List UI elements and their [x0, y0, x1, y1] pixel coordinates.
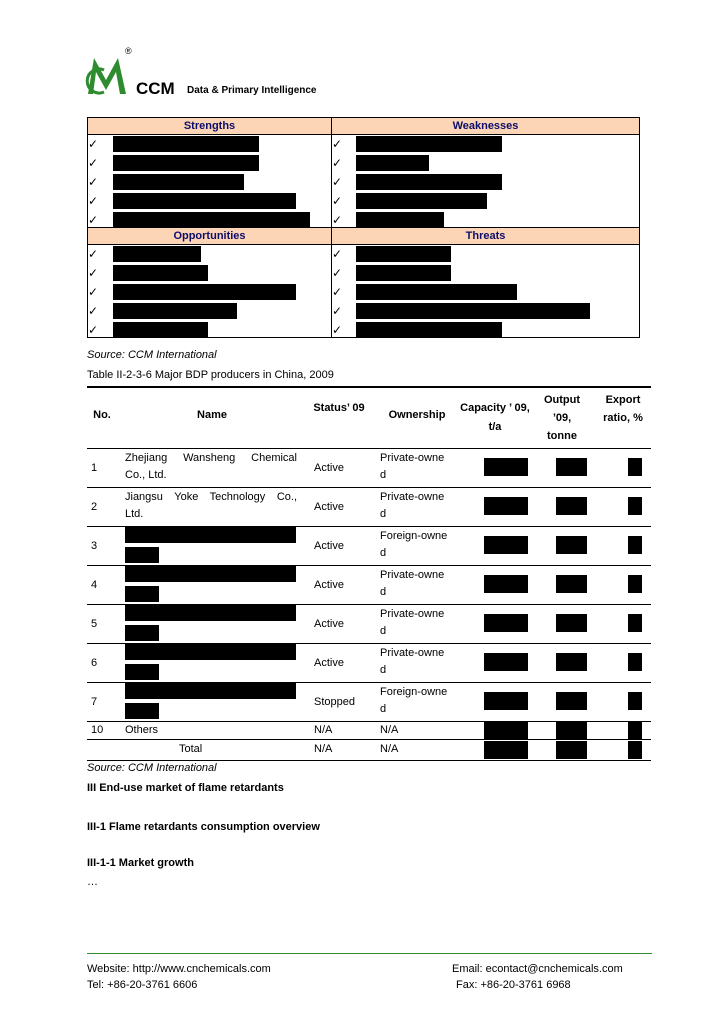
table-row-total	[87, 739, 651, 761]
redaction-bar	[556, 536, 587, 554]
redaction-bar	[484, 497, 528, 515]
row-ownership-line1: Private-owne	[380, 491, 445, 503]
col-header-status: Status’ 09	[313, 402, 365, 414]
row-no: 5	[91, 618, 98, 630]
row-name-line2: Ltd.	[125, 508, 144, 520]
row-no: 3	[91, 540, 98, 552]
weaknesses-cell	[332, 135, 640, 228]
redaction-bar	[628, 497, 642, 515]
redaction-bar	[125, 683, 296, 699]
row-ownership-line2: d	[380, 508, 387, 520]
row-no: 2	[91, 501, 98, 513]
check-icon: ✓	[332, 323, 343, 337]
redaction-bar	[113, 322, 208, 338]
row-name: Total	[179, 743, 203, 755]
table-row	[87, 448, 651, 488]
row-status: N/A	[314, 743, 333, 755]
check-icon: ✓	[88, 304, 99, 318]
row-status: Active	[314, 618, 344, 630]
col-header-no: No.	[93, 409, 111, 421]
redaction-bar	[356, 136, 502, 152]
redaction-bar	[484, 653, 528, 671]
redaction-bar	[356, 212, 444, 228]
redaction-bar	[484, 741, 528, 759]
redaction-bar	[356, 265, 451, 281]
col-header-name: Name	[197, 409, 227, 421]
row-ownership: N/A	[380, 724, 399, 736]
footer-tel: Tel: +86-20-3761 6606	[87, 979, 198, 991]
check-icon: ✓	[88, 323, 99, 337]
redaction-bar	[125, 586, 159, 602]
row-ownership-line2: d	[380, 664, 387, 676]
redaction-bar	[556, 692, 587, 710]
col-header-ownership: Ownership	[388, 409, 446, 421]
redaction-bar	[125, 703, 159, 719]
row-ownership-line2: d	[380, 469, 387, 481]
row-ownership-line1: Private-owne	[380, 608, 445, 620]
table-caption: Table II-2-3-6 Major BDP producers in China, 2009	[87, 369, 334, 381]
producers-table	[87, 386, 651, 760]
redaction-bar	[556, 653, 587, 671]
check-icon: ✓	[88, 194, 99, 208]
registered-mark: ®	[125, 46, 132, 56]
row-no: 10	[91, 724, 104, 736]
footer-email: Email: econtact@cnchemicals.com	[452, 963, 623, 975]
redaction-bar	[356, 284, 517, 300]
redaction-bar	[556, 497, 587, 515]
redaction-bar	[356, 246, 451, 262]
col-header-export: Export ratio, %	[603, 394, 643, 424]
table-row	[87, 604, 651, 644]
col-header-output: Output ’09, tonne	[543, 394, 581, 442]
redaction-bar	[484, 458, 528, 476]
table-row	[87, 643, 651, 683]
footer-website: Website: http://www.cnchemicals.com	[87, 963, 271, 975]
row-ownership-line2: d	[380, 703, 387, 715]
redaction-bar	[628, 653, 642, 671]
redaction-bar	[113, 284, 296, 300]
row-ownership: N/A	[380, 743, 399, 755]
redaction-bar	[556, 575, 587, 593]
redaction-bar	[484, 536, 528, 554]
check-icon: ✓	[88, 247, 99, 261]
weaknesses-header: Weaknesses	[332, 118, 640, 135]
redaction-bar	[113, 155, 259, 171]
check-icon: ✓	[332, 213, 343, 227]
footer-fax: Fax: +86-20-3761 6968	[456, 979, 571, 991]
section-heading: III-1-1 Market growth	[87, 857, 194, 869]
row-status: Active	[314, 501, 344, 513]
row-status: Active	[314, 657, 344, 669]
row-no: 4	[91, 579, 98, 591]
brand-tagline: Data & Primary Intelligence	[187, 85, 317, 96]
check-icon: ✓	[88, 175, 99, 189]
redaction-bar	[556, 458, 587, 476]
redaction-bar	[628, 692, 642, 710]
table-row	[87, 487, 651, 527]
redaction-bar	[356, 155, 429, 171]
check-icon: ✓	[332, 285, 343, 299]
row-name: Others	[125, 724, 159, 736]
redaction-bar	[628, 458, 642, 476]
row-status: Active	[314, 462, 344, 474]
check-icon: ✓	[332, 266, 343, 280]
row-status: Active	[314, 579, 344, 591]
section-heading: III End-use market of flame retardants	[87, 782, 284, 794]
row-ownership-line2: d	[380, 625, 387, 637]
row-ownership-line1: Foreign-owne	[380, 530, 448, 542]
redaction-bar	[356, 193, 487, 209]
row-no: 1	[91, 462, 98, 474]
check-icon: ✓	[332, 156, 343, 170]
table-row	[87, 565, 651, 605]
check-icon: ✓	[332, 194, 343, 208]
strengths-cell	[88, 135, 332, 228]
redaction-bar	[356, 322, 502, 338]
table-row	[87, 526, 651, 566]
redaction-bar	[356, 174, 502, 190]
footer-divider	[87, 953, 652, 954]
row-ownership-line1: Private-owne	[380, 647, 445, 659]
strengths-header: Strengths	[88, 118, 332, 135]
row-name-line1: Jiangsu Yoke Technology Co.,	[125, 491, 297, 503]
check-icon: ✓	[332, 175, 343, 189]
redaction-bar	[113, 174, 244, 190]
redaction-bar	[113, 212, 310, 228]
redaction-bar	[125, 566, 296, 582]
threats-cell	[332, 245, 640, 338]
row-ownership-line1: Private-owne	[380, 452, 445, 464]
row-status: Stopped	[314, 696, 355, 708]
source-note: Source: CCM International	[87, 762, 217, 774]
redaction-bar	[125, 644, 296, 660]
redaction-bar	[113, 193, 296, 209]
redaction-bar	[356, 303, 590, 319]
row-name-line2: Co., Ltd.	[125, 469, 167, 481]
redaction-bar	[628, 722, 642, 740]
redaction-bar	[628, 741, 642, 759]
opportunities-header: Opportunities	[88, 228, 332, 245]
source-note: Source: CCM International	[87, 349, 217, 361]
redaction-bar	[113, 303, 237, 319]
row-no: 6	[91, 657, 98, 669]
section-heading: III-1 Flame retardants consumption overview	[87, 821, 320, 833]
ellipsis: …	[87, 876, 98, 888]
redaction-bar	[628, 536, 642, 554]
redaction-bar	[113, 265, 208, 281]
check-icon: ✓	[88, 137, 99, 151]
threats-header: Threats	[332, 228, 640, 245]
redaction-bar	[484, 614, 528, 632]
check-icon: ✓	[88, 156, 99, 170]
row-name-line1: Zhejiang Wansheng Chemical	[125, 452, 297, 464]
redaction-bar	[556, 614, 587, 632]
row-no: 7	[91, 696, 98, 708]
check-icon: ✓	[88, 266, 99, 280]
redaction-bar	[113, 136, 259, 152]
check-icon: ✓	[332, 137, 343, 151]
redaction-bar	[113, 246, 201, 262]
col-header-capacity: Capacity ’ 09, t/a	[460, 402, 530, 433]
redaction-bar	[125, 547, 159, 563]
ccm-logo-icon	[84, 50, 130, 96]
row-status: N/A	[314, 724, 333, 736]
redaction-bar	[125, 625, 159, 641]
redaction-bar	[484, 692, 528, 710]
check-icon: ✓	[332, 247, 343, 261]
swot-table	[87, 117, 640, 338]
redaction-bar	[484, 722, 528, 740]
row-status: Active	[314, 540, 344, 552]
table-row-others	[87, 721, 651, 740]
check-icon: ✓	[88, 285, 99, 299]
row-ownership-line2: d	[380, 586, 387, 598]
redaction-bar	[628, 575, 642, 593]
redaction-bar	[556, 741, 587, 759]
row-ownership-line1: Private-owne	[380, 569, 445, 581]
check-icon: ✓	[332, 304, 343, 318]
redaction-bar	[125, 605, 296, 621]
table-row	[87, 682, 651, 722]
brand-name: CCM	[136, 79, 175, 98]
redaction-bar	[484, 575, 528, 593]
row-ownership-line2: d	[380, 547, 387, 559]
redaction-bar	[125, 664, 159, 680]
opportunities-cell	[88, 245, 332, 338]
redaction-bar	[628, 614, 642, 632]
row-ownership-line1: Foreign-owne	[380, 686, 448, 698]
check-icon: ✓	[88, 213, 99, 227]
redaction-bar	[556, 722, 587, 740]
redaction-bar	[125, 527, 296, 543]
